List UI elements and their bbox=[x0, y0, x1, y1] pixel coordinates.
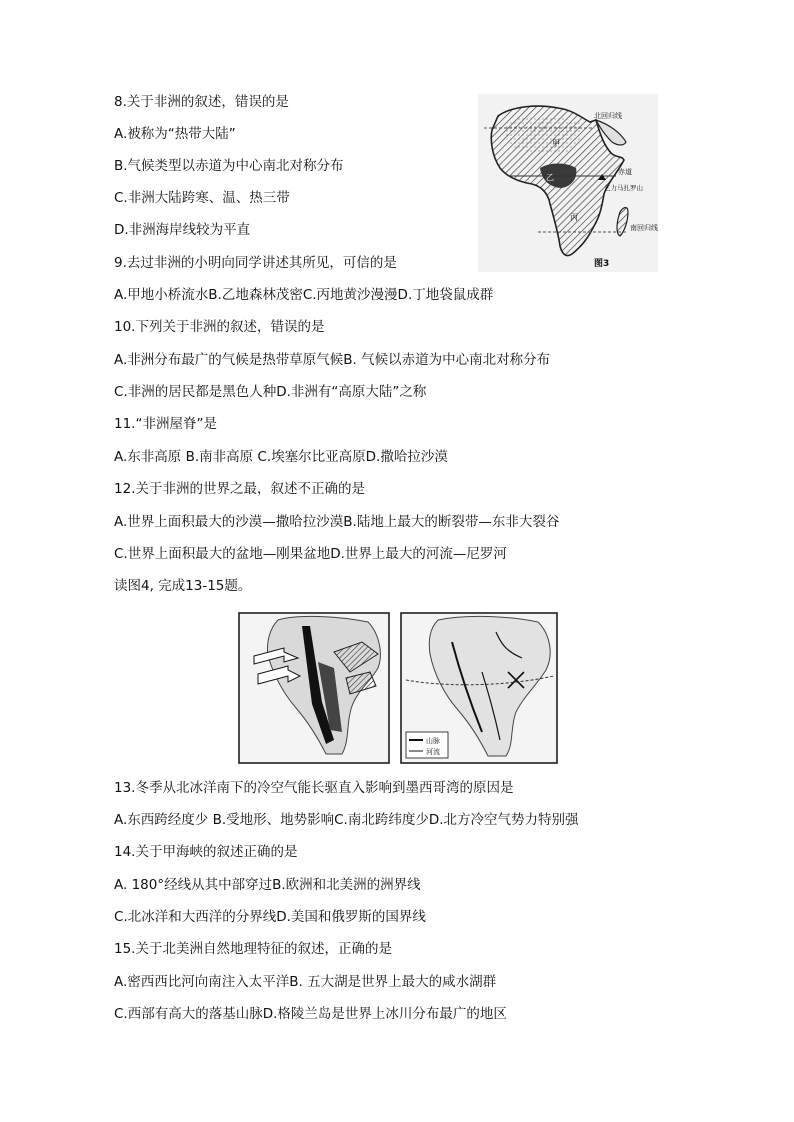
jia-label: 甲 bbox=[552, 139, 560, 148]
question-10-options-ab: A.非洲分布最广的气候是热带草原气候B. 气候以赤道为中心南北对称分布 bbox=[114, 352, 551, 368]
terrain-rivers-map bbox=[401, 613, 557, 763]
bing-label: 丙 bbox=[570, 213, 578, 222]
question-14-stem: 14.关于甲海峡的叙述正确的是 bbox=[114, 844, 298, 860]
question-8-option-c: C.非洲大陆跨寒、温、热三带 bbox=[114, 190, 290, 206]
question-12-options-ab: A.世界上面积最大的沙漠—撒哈拉沙漠B.陆地上最大的断裂带—东非大裂谷 bbox=[114, 514, 560, 530]
figure4-instruction: 读图4, 完成13-15题。 bbox=[114, 578, 252, 594]
question-12-stem: 12.关于非洲的世界之最，叙述不正确的是 bbox=[114, 481, 365, 497]
question-14-options-ab: A. 180°经线从其中部穿过B.欧洲和北美洲的洲界线 bbox=[114, 877, 421, 893]
question-10-stem: 10.下列关于非洲的叙述，错误的是 bbox=[114, 319, 325, 335]
question-11-stem: 11.“非洲屋脊”是 bbox=[114, 416, 217, 432]
climate-airflow-map bbox=[239, 613, 389, 763]
question-15-options-ab: A.密西西比河向南注入太平洋B. 五大湖是世界上最大的咸水湖群 bbox=[114, 974, 497, 990]
question-15-stem: 15.关于北美洲自然地理特征的叙述，正确的是 bbox=[114, 941, 392, 957]
tropic-north-label: 北回归线 bbox=[594, 112, 622, 120]
question-8-option-d: D.非洲海岸线较为平直 bbox=[114, 222, 251, 238]
question-11-options: A.东非高原 B.南非高原 C.埃塞尔比亚高原D.撒哈拉沙漠 bbox=[114, 449, 448, 465]
africa-map-figure bbox=[478, 94, 658, 272]
question-14-options-cd: C.北冰洋和大西洋的分界线D.美国和俄罗斯的国界线 bbox=[114, 909, 426, 925]
legend-mountain-label: 山脉 bbox=[426, 737, 440, 745]
question-9-stem: 9.去过非洲的小明向同学讲述其所见，可信的是 bbox=[114, 255, 397, 271]
north-america-maps-figure bbox=[238, 612, 558, 764]
question-8-stem: 8.关于非洲的叙述，错误的是 bbox=[114, 94, 289, 110]
figure3-label: 图3 bbox=[594, 259, 610, 269]
yi-label: 乙 bbox=[546, 173, 554, 182]
tropic-south-label: 南回归线 bbox=[630, 224, 658, 232]
question-8-option-b: B.气候类型以赤道为中心南北对称分布 bbox=[114, 158, 344, 174]
kilimanjaro-label: 乞力马扎罗山 bbox=[604, 184, 643, 192]
equator-label: 赤道 bbox=[618, 168, 632, 176]
question-13-options: A.东西跨经度少 B.受地形、地势影响C.南北跨纬度少D.北方冷空气势力特别强 bbox=[114, 812, 579, 828]
question-12-options-cd: C.世界上面积最大的盆地—刚果盆地D.世界上最大的河流—尼罗河 bbox=[114, 546, 507, 562]
question-13-stem: 13.冬季从北冰洋南下的冷空气能长驱直入影响到墨西哥湾的原因是 bbox=[114, 780, 514, 796]
legend-river-label: 河流 bbox=[426, 748, 440, 756]
question-8-option-a: A.被称为“热带大陆” bbox=[114, 126, 236, 142]
question-15-options-cd: C.西部有高大的落基山脉D.格陵兰岛是世界上冰川分布最广的地区 bbox=[114, 1006, 507, 1022]
question-10-options-cd: C.非洲的居民都是黑色人种D.非洲有“高原大陆”之称 bbox=[114, 384, 427, 400]
question-9-options: A.甲地小桥流水B.乙地森林茂密C.丙地黄沙漫漫D.丁地袋鼠成群 bbox=[114, 287, 494, 303]
